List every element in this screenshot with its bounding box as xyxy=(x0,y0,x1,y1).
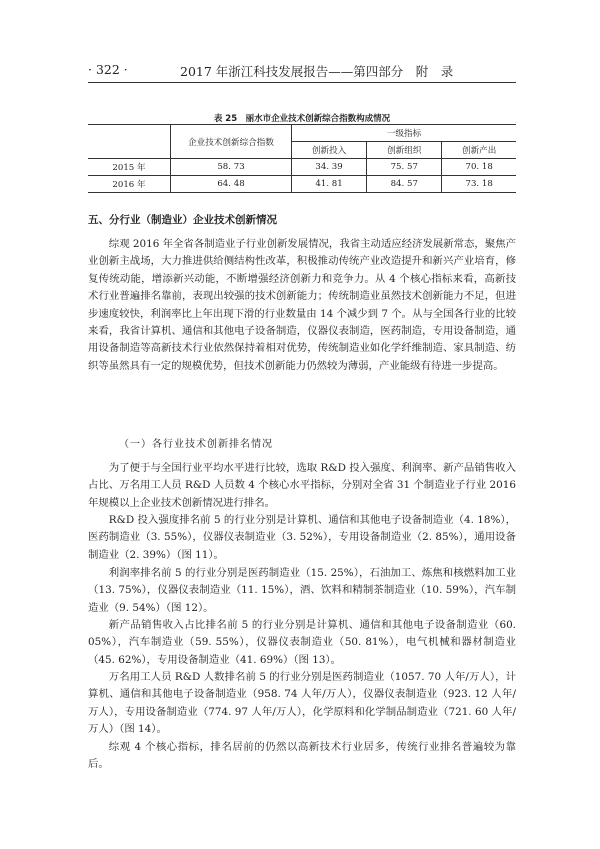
index-table xyxy=(88,124,516,193)
row-input: 34. 39 xyxy=(292,159,367,176)
overall-header: 企业技术创新综合指数 xyxy=(171,125,292,159)
subheader-input: 创新投入 xyxy=(292,142,367,159)
subsection-title: （一）各行业技术创新排名情况 xyxy=(119,439,273,450)
row-overall: 58. 73 xyxy=(171,159,292,176)
table-row xyxy=(88,159,516,176)
row-overall: 64. 48 xyxy=(171,176,292,193)
rd-intensity-paragraph: R&D 投入强度排名前 5 的行业分别是计算机、通信和其他电子设备制造业（4. 18%），医药制造业（3. 55%），仪器仪表制造业（3. 52%），专用设备制造业（2. 85%），通用设备制造业（2. 39%）（图 11）。 xyxy=(88,514,516,561)
section-title: 五、分行业（制造业）企业技术创新情况 xyxy=(88,214,277,226)
row-input: 41. 81 xyxy=(292,176,367,193)
page-header xyxy=(88,62,516,80)
row-output: 70. 18 xyxy=(442,159,516,176)
subheader-org: 创新组织 xyxy=(367,142,442,159)
subheader-output: 创新产出 xyxy=(442,142,516,159)
running-title: 2017 年浙江科技发展报告——第四部分 附 录 xyxy=(180,64,454,79)
summary-paragraph: 综观 4 个核心指标，排名居前的仍然以高新技术行业居多，传统行业排名普遍较为靠后。 xyxy=(88,741,516,771)
row-org: 84. 57 xyxy=(367,176,442,193)
row-output: 73. 18 xyxy=(442,176,516,193)
profit-rate-paragraph: 利润率排名前 5 的行业分别是医药制造业（15. 25%），石油加工、炼焦和核燃料加工业（13. 75%），仪器仪表制造业（11. 15%），酒、饮料和精制茶制造业（10. 59%），汽车制造业（9. 54%）（图 12）。 xyxy=(88,567,516,614)
table-caption: 表 25 丽水市企业技术创新综合指数构成情况 xyxy=(213,114,391,124)
row-org: 75. 57 xyxy=(367,159,442,176)
row-year: 2016 年 xyxy=(88,176,171,193)
row-year: 2015 年 xyxy=(112,163,146,173)
table-row xyxy=(88,176,516,193)
method-paragraph: 为了便于与全国行业平均水平进行比较，选取 R&D 投入强度、利润率、新产品销售收入占比、万名用工人员 R&D 人员数 4 个核心水平指标，分别对全省 31 个制造业子行业 2016 年规模以上企业技术创新情况进行排名。 xyxy=(88,462,516,509)
intro-paragraph: 综观 2016 年全省各制造业子行业创新发展情况，我省主动适应经济发展新常态，聚焦产业创新主战场，大力推进供给侧结构性改革，积极推动传统产业改造提升和新兴产业培育，修复传统动能，增添新兴动能，不断增强经济创新力和竞争力。从 4 个核心指标来看，高新技术行业普遍排名靠前，表现出较强的技术创新能力；传统制造业虽然技术创新能力不足，但进步速度较快，利润率比上年出现下滑的行业数量由 14 个减少到 7 个。从与全国各行业的比较来看，我省计算机、通信和其他电子设备制造，仪器仪表制造，医药制造，专用设备制造，通用设备制造等高新技术行业依然保持着相对优势，传统制造业如化学纤维制造、家具制造、纺织等虽然具有一定的规模优势，但技术创新能力仍然较为薄弱，产业能级有待进一步提高。 xyxy=(88,238,516,372)
year-header xyxy=(88,125,171,159)
group-header: 一级指标 xyxy=(292,125,517,142)
new-product-paragraph: 新产品销售收入占比排名前 5 的行业分别是计算机、通信和其他电子设备制造业（60. 05%），汽车制造业（59. 55%），仪器仪表制造业（50. 81%），电气机械和器材制造业（45. 62%），专用设备制造业（41. 69%）（图 13）。 xyxy=(88,619,516,666)
rd-staff-paragraph: 万名用工人员 R&D 人数排名前 5 的行业分别是医药制造业（1057. 70 人年/万人），计算机、通信和其他电子设备制造业（958. 74 人年/万人），仪器仪表制造业（923. 12 人年/万人），专用设备制造业（774. 97 人年/万人），化学原料和化学制品制造业（721. 60 人年/万人）（图 14）。 xyxy=(88,671,516,736)
header-rule xyxy=(88,82,516,83)
page-number: · 322 · xyxy=(88,62,128,77)
